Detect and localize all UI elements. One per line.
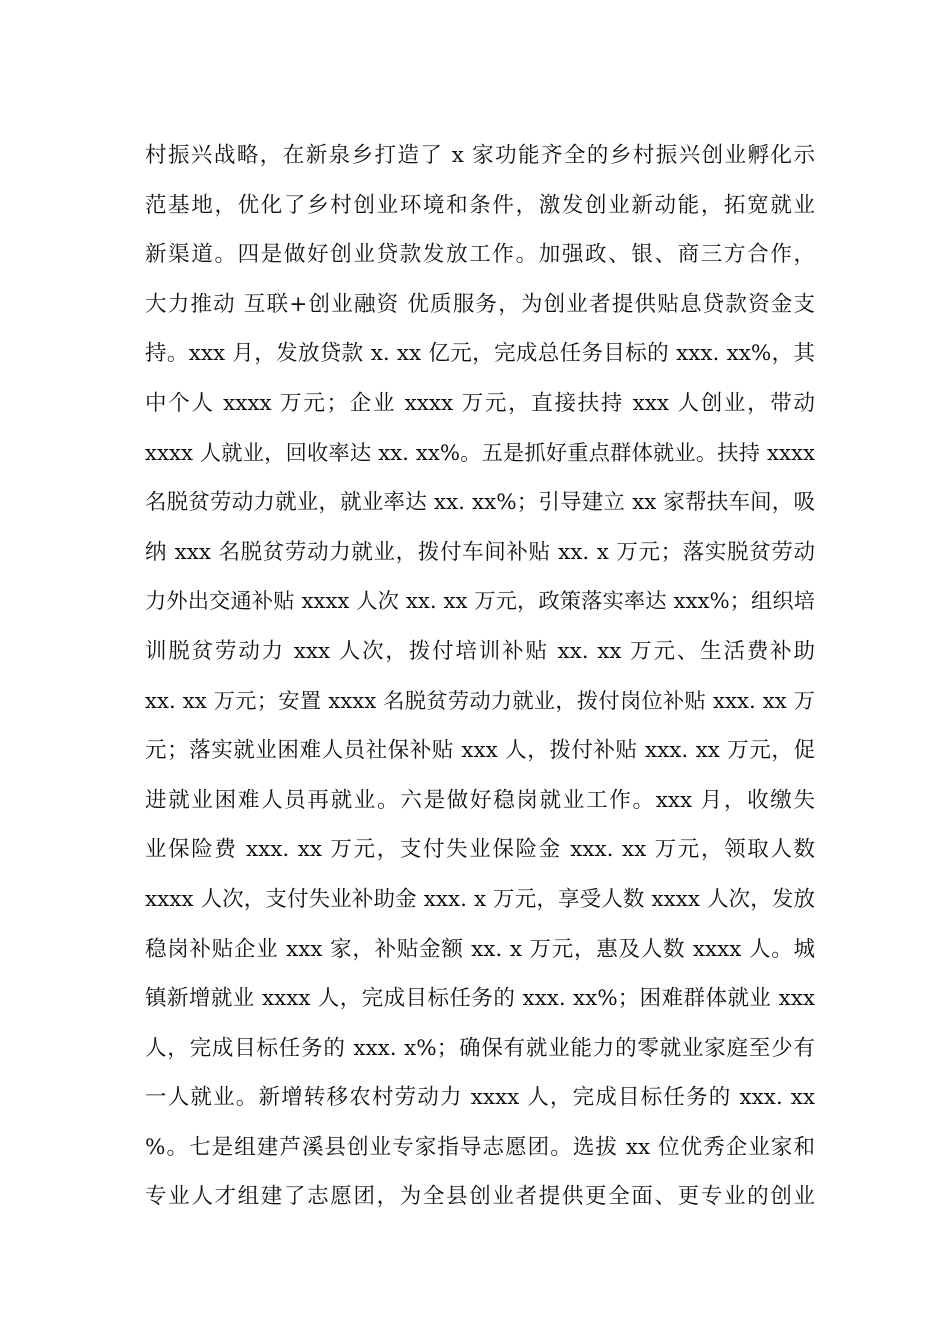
text-line: 大力推动 互联+创业融资 优质服务，为创业者提供贴息贷款资金支 (145, 291, 815, 317)
text-line: 力外出交通补贴 xxxx 人次 xx. xx 万元，政策落实率达 xxx%；组织培 (145, 589, 815, 615)
text-line: 人，完成目标任务的 xxx. x%；确保有就业能力的零就业家庭至少有 (145, 1035, 815, 1061)
text-line: 村振兴战略，在新泉乡打造了 x 家功能齐全的乡村振兴创业孵化示 (145, 143, 815, 168)
text-line: 纳 xxx 名脱贫劳动力就业，拨付车间补贴 xx. x 万元；落实脱贫劳动 (145, 539, 815, 565)
text-line: xx. xx 万元；安置 xxxx 名脱贫劳动力就业，拨付岗位补贴 xxx. xx 万 (145, 688, 815, 714)
text-line: 持。xxx 月，发放贷款 x. xx 亿元，完成总任务目标的 xxx. xx%，其 (145, 341, 815, 367)
text-line: 中个人 xxxx 万元；企业 xxxx 万元，直接扶持 xxx 人创业，带动 (145, 390, 815, 416)
text-line: xxxx 人次，支付失业补助金 xxx. x 万元，享受人数 xxxx 人次，发放 (145, 886, 815, 912)
text-line: 名脱贫劳动力就业，就业率达 xx. xx%；引导建立 xx 家帮扶车间，吸 (145, 490, 815, 516)
text-line: 新渠道。四是做好创业贷款发放工作。加强政、银、商三方合作， (145, 242, 815, 268)
text-line: 一人就业。新增转移农村劳动力 xxxx 人，完成目标任务的 xxx. xx (145, 1085, 815, 1111)
text-line: 稳岗补贴企业 xxx 家，补贴金额 xx. x 万元，惠及人数 xxxx 人。城 (145, 936, 815, 962)
text-line: 元；落实就业困难人员社保补贴 xxx 人，拨付补贴 xxx. xx 万元，促 (145, 738, 815, 764)
body-paragraph (145, 131, 815, 1222)
text-line: %。七是组建芦溪县创业专家指导志愿团。选拔 xx 位优秀企业家和 (145, 1134, 815, 1160)
text-line: 专业人才组建了志愿团，为全县创业者提供更全面、更专业的创业 (145, 1184, 815, 1210)
text-line: 进就业困难人员再就业。六是做好稳岗就业工作。xxx 月，收缴失 (145, 787, 815, 813)
text-line: 训脱贫劳动力 xxx 人次，拨付培训补贴 xx. xx 万元、生活费补助 (145, 638, 815, 664)
text-line: 业保险费 xxx. xx 万元，支付失业保险金 xxx. xx 万元，领取人数 (145, 837, 815, 863)
text-line: 范基地，优化了乡村创业环境和条件，激发创业新动能，拓宽就业 (145, 192, 815, 218)
text-line: xxxx 人就业，回收率达 xx. xx%。五是抓好重点群体就业。扶持 xxxx (145, 440, 815, 466)
text-line: 镇新增就业 xxxx 人，完成目标任务的 xxx. xx%；困难群体就业 xxx (145, 986, 815, 1012)
